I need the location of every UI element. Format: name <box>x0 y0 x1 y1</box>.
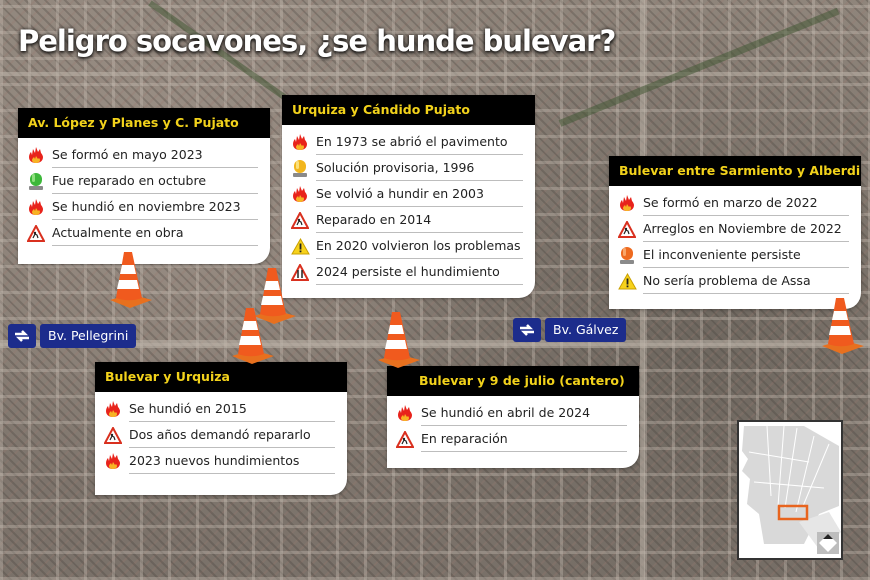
list-item: Dos años demandó repararlo <box>103 422 335 448</box>
card-title: Bulevar y 9 de julio (cantero) <box>387 366 639 396</box>
card-title: Urquiza y Cándido Pujato <box>282 95 535 125</box>
two-way-arrows-icon <box>8 324 36 348</box>
green-beacon-icon <box>26 171 46 191</box>
roadwork-sign-icon <box>103 425 123 445</box>
list-item: Se hundió en noviembre 2023 <box>26 194 258 220</box>
card-title: Bulevar entre Sarmiento y Alberdi <box>609 156 861 186</box>
roadwork-sign-icon <box>26 223 46 243</box>
traffic-cone-icon <box>818 294 866 356</box>
list-item: 2023 nuevos hundimientos <box>103 448 335 474</box>
list-item: Arreglos en Noviembre de 2022 <box>617 216 849 242</box>
card-list <box>95 392 347 474</box>
fire-icon <box>290 184 310 204</box>
street-label-bv-galvez: Bv. Gálvez <box>513 318 626 342</box>
list-item: Solución provisoria, 1996 <box>290 155 523 181</box>
warning-icon <box>290 236 310 256</box>
card-title: Bulevar y Urquiza <box>95 362 347 392</box>
list-item: Actualmente en obra <box>26 220 258 246</box>
fire-icon <box>26 145 46 165</box>
fire-icon <box>103 399 123 419</box>
list-item: Se hundió en abril de 2024 <box>395 400 627 426</box>
list-item: El inconveniente persiste <box>617 242 849 268</box>
fire-icon <box>617 193 637 213</box>
card-list <box>609 186 861 294</box>
yellow-beacon-icon <box>290 158 310 178</box>
roadwork-sign-icon <box>617 219 637 239</box>
list-item: En 2020 volvieron los problemas <box>290 233 523 259</box>
incident-card-lopez-y-planes <box>18 108 270 264</box>
list-item: Se hundió en 2015 <box>103 396 335 422</box>
list-item: Se formó en mayo 2023 <box>26 142 258 168</box>
street-label-bv-pellegrini: Bv. Pellegrini <box>8 324 136 348</box>
page-title: Peligro socavones, ¿se hunde bulevar? <box>18 24 616 58</box>
card-list <box>387 396 639 452</box>
road-top <box>0 72 870 76</box>
traffic-cone-icon <box>106 248 154 310</box>
card-list <box>18 138 270 246</box>
fire-icon <box>395 403 415 423</box>
list-item: Se formó en marzo de 2022 <box>617 190 849 216</box>
incident-card-urquiza-pujato <box>282 95 535 298</box>
orange-beacon-icon <box>617 245 637 265</box>
traffic-cone-icon <box>374 308 422 370</box>
fire-icon <box>290 132 310 152</box>
fire-icon <box>103 451 123 471</box>
fire-icon <box>26 197 46 217</box>
list-item: Se volvió a hundir en 2003 <box>290 181 523 207</box>
list-item: En reparación <box>395 426 627 452</box>
list-item: Reparado en 2014 <box>290 207 523 233</box>
list-item: 2024 persiste el hundimiento <box>290 259 523 285</box>
list-item: En 1973 se abrió el pavimento <box>290 129 523 155</box>
incident-card-9-de-julio <box>387 366 639 468</box>
roadwork-sign-icon <box>290 210 310 230</box>
list-item: No sería problema de Assa <box>617 268 849 294</box>
traffic-cone-icon <box>228 304 276 366</box>
card-list <box>282 125 535 285</box>
incident-card-sarmiento-alberdi <box>609 156 861 309</box>
warning-icon <box>617 271 637 291</box>
card-title: Av. López y Planes y C. Pujato <box>18 108 270 138</box>
list-item: Fue reparado en octubre <box>26 168 258 194</box>
roadwork-sign-icon <box>395 429 415 449</box>
location-minimap <box>737 420 843 560</box>
incident-card-bulevar-urquiza <box>95 362 347 495</box>
city-outline-map <box>739 422 841 558</box>
two-way-arrows-icon <box>513 318 541 342</box>
